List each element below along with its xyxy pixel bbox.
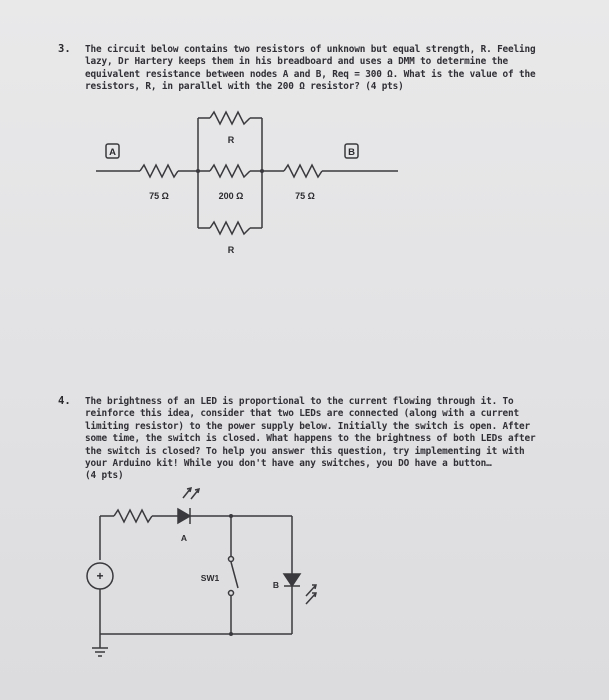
label-r-bottom: R <box>227 245 235 255</box>
led-a-icon <box>178 509 190 523</box>
question-3-number: 3. <box>58 43 71 55</box>
question-4-number: 4. <box>58 395 71 407</box>
switch-sw1-label: SW1 <box>200 573 220 583</box>
label-75-left: 75 Ω <box>149 191 169 201</box>
resistor-200 <box>210 165 250 177</box>
label-75-right: 75 Ω <box>295 191 315 201</box>
node-a-label: A <box>109 147 116 158</box>
resistor-75-right <box>284 165 322 177</box>
resistor-r-top <box>210 112 250 124</box>
resistor-current-limit <box>114 510 152 522</box>
question-4-text: The brightness of an LED is proportional to the current flowing through it. To reinforce this idea, consider that two LEDs are connected (along with a current limiting resistor) to the power supply below. Initially the switch is open. After some time, the switch is closed. What happens to the brightness of both LEDs after the switch is closed? To help you answer this question, try implementing it with your Arduino kit! While you don't have any switches, you DO have a button… (4 pts) <box>85 396 536 482</box>
question-3-text: The circuit below contains two resistors of unknown but equal strength, R. Feeling lazy, Dr Hartery keeps them in his breadboard and uses a DMM to determine the equivalent resistance between nodes A and B, Req = 300 Ω. What is the value of the resistors, R, in parallel with the 200 Ω resistor? (4 pts) <box>85 44 536 93</box>
resistor-r-bottom <box>210 222 250 234</box>
led-b-label: B <box>272 580 280 590</box>
q3-circuit <box>96 112 398 234</box>
label-200: 200 Ω <box>218 191 244 201</box>
led-a-label: A <box>180 533 188 543</box>
node-b-label: B <box>348 147 355 158</box>
label-r-top: R <box>227 135 235 145</box>
q4-circuit <box>87 488 316 656</box>
switch-sw1-lever <box>231 562 238 588</box>
led-b-icon <box>284 574 300 586</box>
resistor-75-left <box>140 165 178 177</box>
source-plus-sign: + <box>96 569 104 583</box>
